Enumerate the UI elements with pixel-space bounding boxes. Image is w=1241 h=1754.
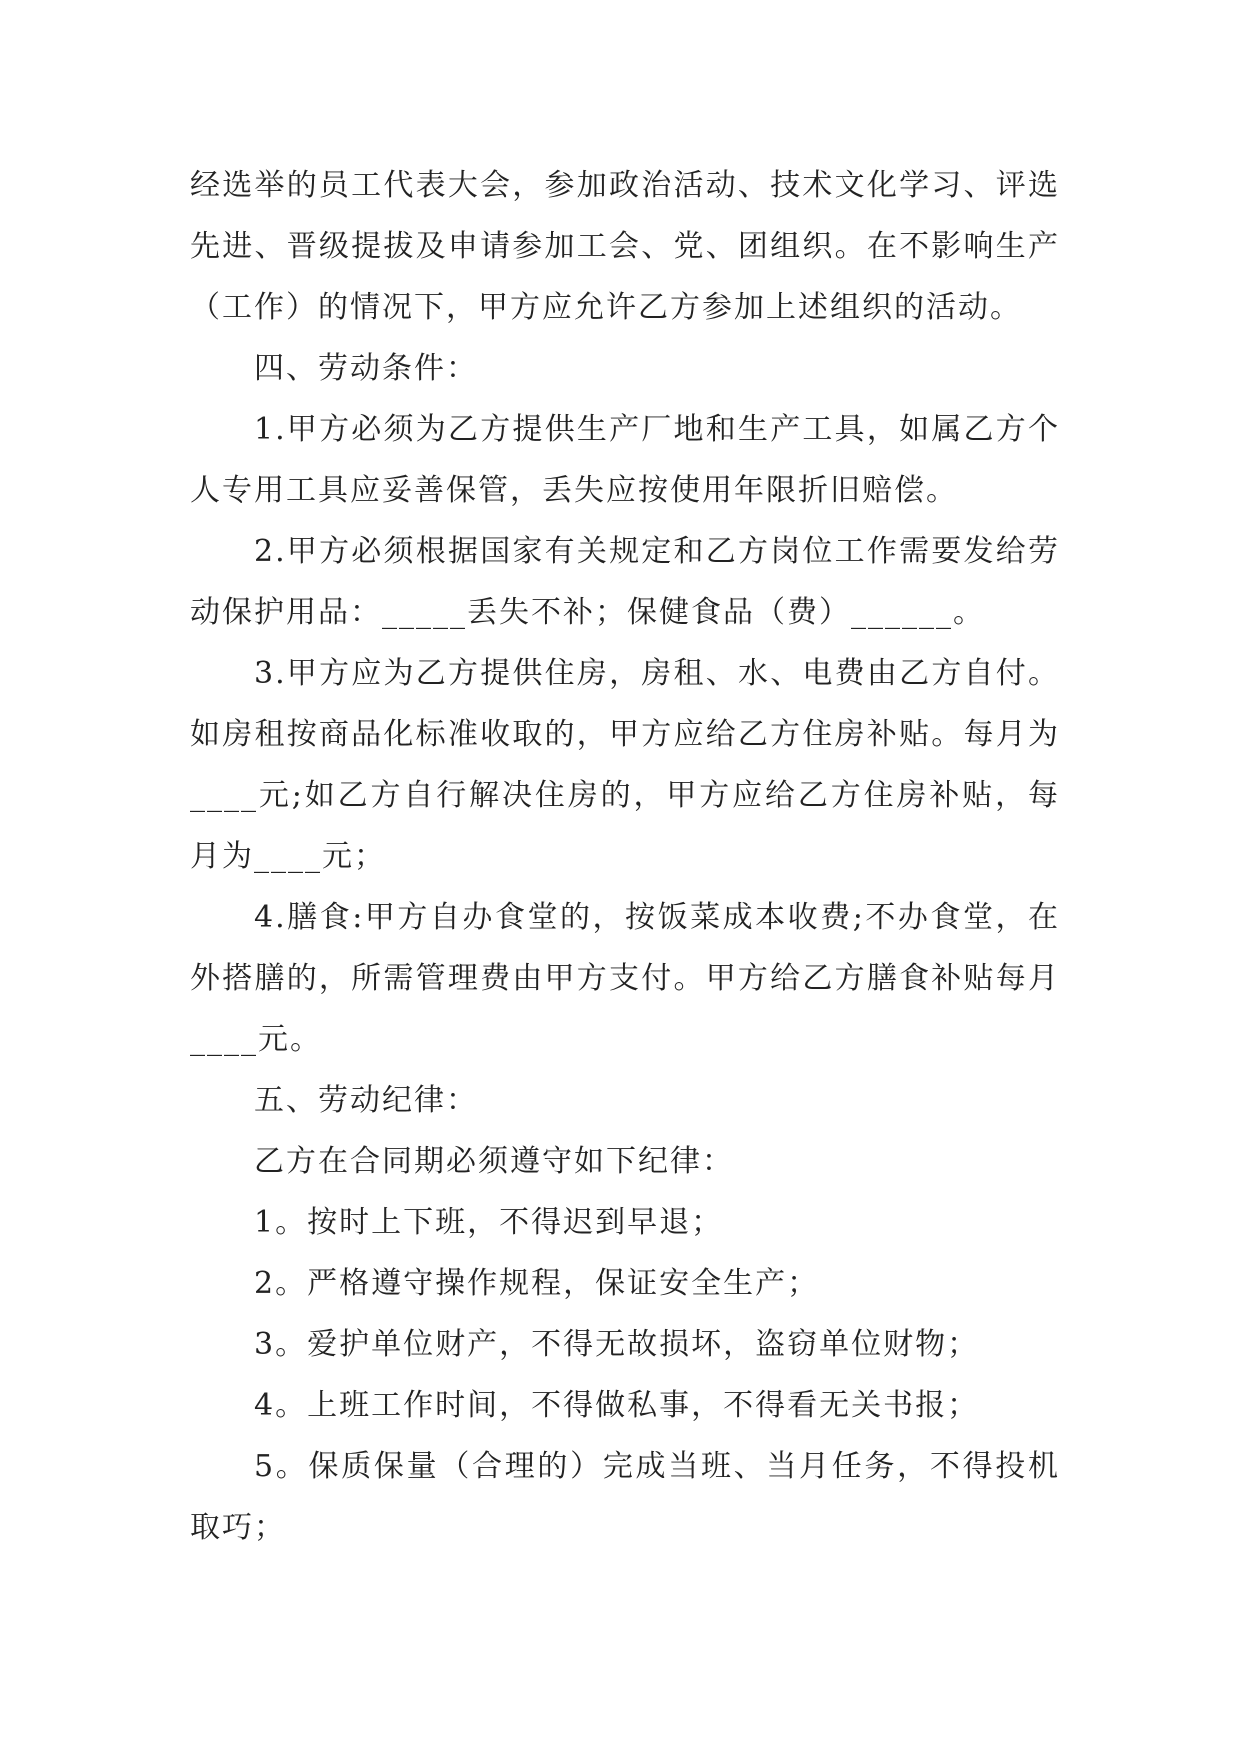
paragraph-discipline-4: 4。上班工作时间，不得做私事，不得看无关书报； [254,1388,980,1423]
paragraph-discipline-intro: 乙方在合同期必须遵守如下纪律： [254,1144,734,1179]
paragraph-condition-3: 3.甲方应为乙方提供住房，房租、水、电费由乙方自付。如房租按商品化标准收取的，甲方应给乙方住房补贴。每月为____元;如乙方自行解决住房的，甲方应给乙方住房补贴，每月为____元； [190,656,1060,874]
section-heading-labor-discipline: 五、劳动纪律： [254,1083,478,1118]
paragraph-discipline-5: 5。保质保量（合理的）完成当班、当月任务，不得投机取巧； [190,1449,1060,1545]
paragraph-1: 经选举的员工代表大会，参加政治活动、技术文化学习、评选先进、晋级提拔及申请参加工会、党、团组织。在不影响生产（工作）的情况下，甲方应允许乙方参加上述组织的活动。 [190,168,1060,325]
paragraph-discipline-1: 1。按时上下班，不得迟到早退； [254,1205,724,1240]
paragraph-condition-1: 1.甲方必须为乙方提供生产厂地和生产工具，如属乙方个人专用工具应妥善保管，丢失应按使用年限折旧赔偿。 [190,412,1060,508]
paragraph-discipline-2: 2。严格遵守操作规程，保证安全生产； [254,1266,820,1301]
paragraph-condition-4: 4.膳食:甲方自办食堂的，按饭菜成本收费;不办食堂，在外搭膳的，所需管理费由甲方支付。甲方给乙方膳食补贴每月____元。 [190,900,1060,1057]
paragraph-condition-2: 2.甲方必须根据国家有关规定和乙方岗位工作需要发给劳动保护用品：_____丢失不补；保健食品（费）______。 [190,534,1060,630]
document-body [190,155,1060,1558]
paragraph-discipline-3: 3。爱护单位财产，不得无故损坏，盗窃单位财物； [254,1327,980,1362]
section-heading-labor-conditions: 四、劳动条件： [254,351,478,386]
